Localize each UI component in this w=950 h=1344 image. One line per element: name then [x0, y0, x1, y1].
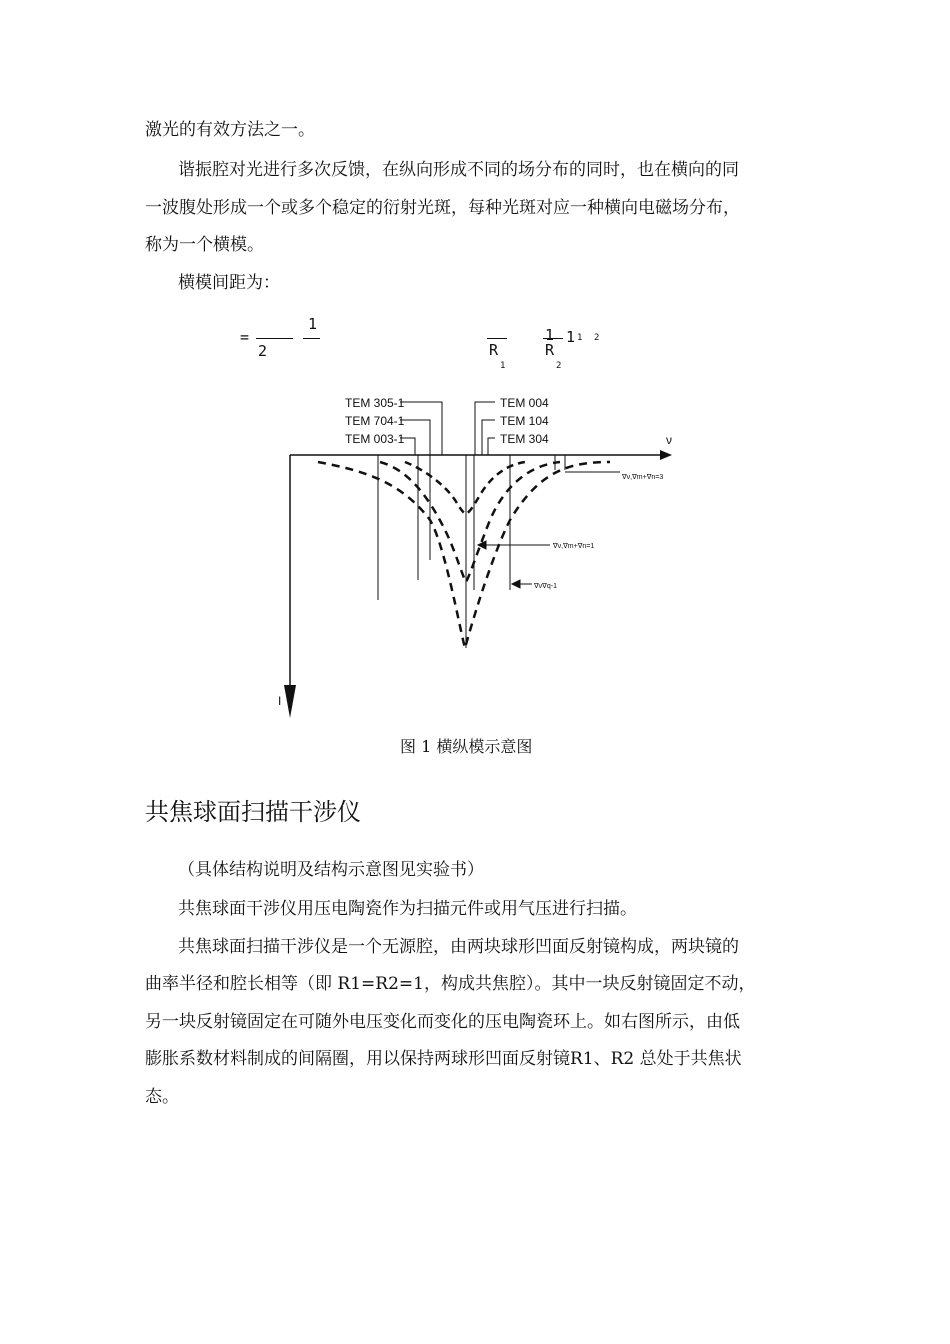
paragraph-line: 称为一个横模。 — [145, 235, 264, 255]
section-title: 共焦球面扫描干涉仪 — [145, 798, 361, 826]
formula-sub: 1 — [577, 333, 583, 343]
spacing-label: ∇ν,∇m+∇n=1 — [553, 543, 595, 550]
paragraph-line: 一波腹处形成一个或多个稳定的衍射光斑，每种光斑对应一种横向电磁场分布， — [145, 198, 740, 218]
formula-denominator: 2 — [258, 342, 268, 360]
mode-label: TEM 304 — [500, 432, 549, 446]
paragraph-line: 横模间距为： — [178, 273, 280, 293]
paragraph-line: 共焦球面扫描干涉仪是一个无源腔，由两块球形凹面反射镜构成，两块镜的 — [178, 937, 739, 957]
spacing-label: ∇ν∇q-1 — [534, 583, 557, 590]
paragraph-line: 谐振腔对光进行多次反馈，在纵向形成不同的场分布的同时，也在横向的同 — [178, 160, 739, 180]
figure-caption: 图 1 横纵模示意图 — [400, 737, 533, 756]
mode-curve-medium — [380, 462, 560, 582]
formula-equals: = — [240, 328, 250, 346]
formula-one: 1 — [566, 328, 576, 346]
paragraph-line: 共焦球面干涉仪用压电陶瓷作为扫描元件或用气压进行扫描。 — [178, 899, 637, 919]
mode-label: TEM 003-1 — [345, 432, 405, 446]
y-axis-arrow — [284, 685, 296, 718]
paragraph-line: （具体结构说明及结构示意图见实验书） — [178, 860, 484, 880]
x-axis-arrow — [660, 450, 672, 460]
spacing-label: ∇ν,∇m+∇n=3 — [622, 474, 664, 481]
mode-label: TEM 004 — [500, 396, 549, 410]
paragraph-line: 态。 — [145, 1087, 179, 1107]
formula-one: 1 — [545, 326, 555, 344]
paragraph-line: 另一块反射镜固定在可随外电压变化而变化的压电陶瓷环上。如右图所示，由低 — [145, 1012, 740, 1032]
paragraph-line: 曲率半径和腔长相等（即 R1=R2=1，构成共焦腔）。其中一块反射镜固定不动， — [145, 974, 756, 994]
y-axis-label: I — [278, 694, 282, 708]
mode-curve-large — [318, 462, 610, 648]
formula-r2: R — [545, 341, 555, 359]
mode-label: TEM 104 — [500, 414, 549, 428]
formula-r2-sub: 2 — [556, 361, 562, 371]
formula-sub: 2 — [594, 333, 600, 343]
x-axis-label: ν — [666, 433, 672, 447]
paragraph-line: 激光的有效方法之一。 — [145, 120, 315, 140]
paragraph-line: 膨胀系数材料制成的间隔圈，用以保持两球形凹面反射镜R1、R2 总处于共焦状 — [145, 1049, 742, 1069]
formula-r1-sub: 1 — [500, 361, 506, 371]
mode-label: TEM 704-1 — [345, 414, 405, 428]
formula-numerator: 1 — [308, 315, 318, 333]
mode-curve-small — [405, 462, 525, 514]
formula-r1: R — [489, 341, 499, 359]
mode-label: TEM 305-1 — [345, 396, 405, 410]
